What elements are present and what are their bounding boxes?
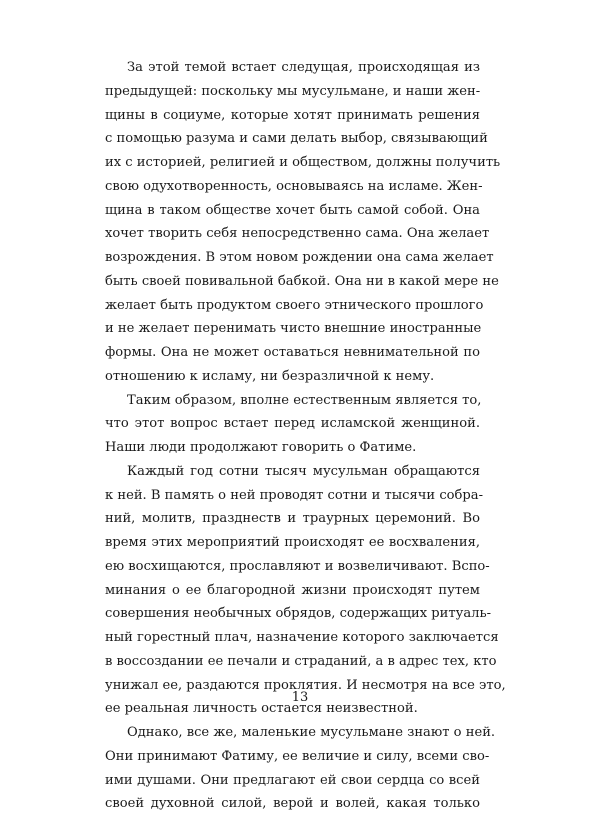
text-line: свою одухотворенность, основываясь на исламе. Жен- <box>105 178 483 194</box>
text-line: щины в социуме, которые хотят принимать решения <box>105 107 480 123</box>
text-line: хочет творить себя непосредственно сама. Она желает <box>105 226 490 242</box>
text-line: и не желает перенимать чисто внешние иностранные <box>105 321 482 337</box>
text-line: формы. Она не может оставаться невнимательной по <box>105 345 480 360</box>
page-number: 13 <box>291 690 309 705</box>
paragraph <box>105 389 480 460</box>
text-line: быть своей повивальной бабкой. Она ни в какой мере не <box>105 273 499 289</box>
text-line: желает быть продуктом своего этнического прошлого <box>105 297 484 313</box>
text-line: Однако, все же, маленькие мусульмане знают о ней. <box>127 725 496 740</box>
text-line: с помощью разума и сами делать выбор, связывающий <box>105 131 488 147</box>
paragraph <box>105 56 501 389</box>
text-line: к ней. В память о ней проводят сотни и тысячи собра- <box>105 487 484 503</box>
text-line: ный горестный плач, назначение которого заключается <box>105 630 499 645</box>
text-line: минания о ее благородной жизни происходят путем <box>105 582 480 598</box>
text-line: время этих мероприятий происходят ее восхваления, <box>105 535 480 550</box>
text-line: возрождения. В этом новом рождении она сама желает <box>105 250 494 265</box>
text-line: совершения необычных обрядов, содержащих ритуаль- <box>105 606 492 622</box>
text-line: За этой темой встает следущая, происходящая из <box>127 60 480 75</box>
paragraph <box>105 721 496 816</box>
text-line: Каждый год сотни тысяч мусульман обращаются <box>127 463 480 479</box>
text-line: что этот вопрос встает перед исламской женщиной. <box>105 416 480 432</box>
text-line: унижал ее, раздаются проклятия. И несмотря на все это, <box>105 677 506 693</box>
text-line: отношению к исламу, ни безразличной к нему. <box>105 368 435 384</box>
paragraph <box>105 460 506 721</box>
text-line: ний, молитв, празднеств и траурных церемоний. Во <box>105 511 480 527</box>
text-line: Наши люди продолжают говорить о Фатиме. <box>105 440 417 455</box>
text-line: их с историей, религией и обществом, должны получить <box>105 155 501 170</box>
text-line: Таким образом, вполне естественным является то, <box>127 392 482 408</box>
text-line: предыдущей: поскольку мы мусульмане, и наши жен- <box>105 83 481 99</box>
text-line: в воссоздании ее печали и страданий, а в адрес тех, кто <box>105 653 497 669</box>
text-line: ею восхищаются, прославляют и возвеличивают. Вспо- <box>105 558 490 574</box>
text-line: ее реальная личность остается неизвестной. <box>105 701 418 717</box>
text-line: ими душами. Они предлагают ей свои сердца со всей <box>105 772 480 788</box>
text-line: щина в таком обществе хочет быть самой собой. Она <box>105 202 480 218</box>
text-line: Они принимают Фатиму, ее величие и силу, всеми сво- <box>105 748 490 764</box>
text-line: своей духовной силой, верой и волей, какая только <box>105 796 480 812</box>
